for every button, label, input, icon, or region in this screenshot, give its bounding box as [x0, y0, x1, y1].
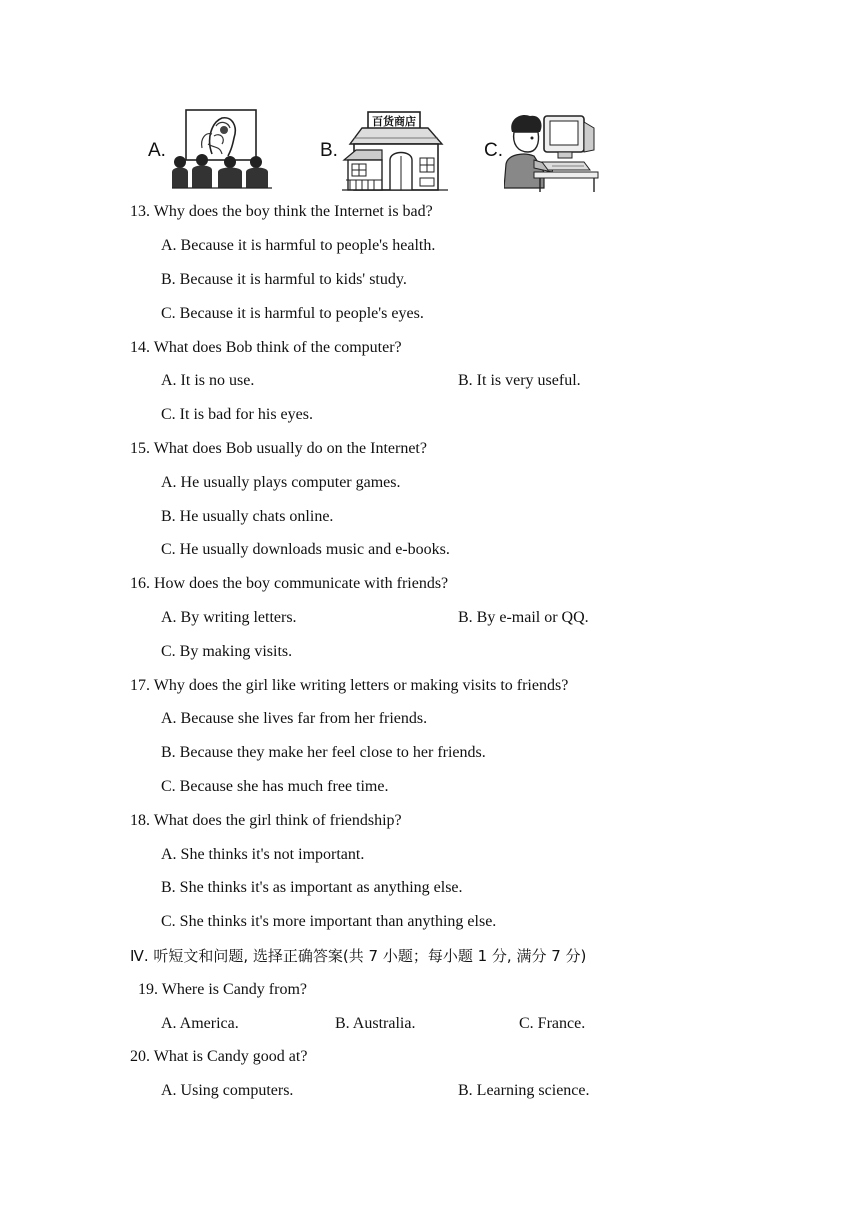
question-18-option-a: A. She thinks it's not important.	[161, 846, 365, 863]
store-sign-text: 百货商店	[372, 115, 416, 128]
picture-b	[320, 108, 450, 192]
question-13-option-a: A. Because it is harmful to people's health.	[161, 237, 436, 254]
question-14-option-c: C. It is bad for his eyes.	[161, 406, 313, 423]
question-15: 15. What does Bob usually do on the Internet?	[130, 440, 427, 457]
question-18-option-b: B. She thinks it's as important as anything else.	[161, 879, 463, 896]
boy-at-computer-icon	[504, 112, 600, 192]
question-20-option-b: B. Learning science.	[458, 1082, 590, 1099]
question-14: 14. What does Bob think of the computer?	[130, 339, 402, 356]
picture-a-label: A.	[148, 140, 166, 161]
question-17-option-c: C. Because she has much free time.	[161, 778, 389, 795]
question-15-option-c: C. He usually downloads music and e-books.	[161, 541, 450, 558]
cinema-audience-icon	[172, 108, 276, 190]
question-19-option-b: B. Australia.	[335, 1015, 416, 1032]
question-18-option-c: C. She thinks it's more important than anything else.	[161, 913, 497, 930]
question-13: 13. Why does the boy think the Internet is bad?	[130, 203, 433, 220]
question-20-option-a: A. Using computers.	[161, 1082, 294, 1099]
question-16: 16. How does the boy communicate with friends?	[130, 575, 449, 592]
picture-a	[148, 108, 278, 192]
question-19-option-a: A. America.	[161, 1015, 239, 1032]
picture-b-label: B.	[320, 140, 338, 161]
question-17-option-b: B. Because they make her feel close to her friends.	[161, 744, 486, 761]
question-14-option-a: A. It is no use.	[161, 372, 255, 389]
question-16-option-a: A. By writing letters.	[161, 609, 297, 626]
question-18: 18. What does the girl think of friendship?	[130, 812, 402, 829]
question-19: 19. Where is Candy from?	[138, 981, 307, 998]
question-14-option-b: B. It is very useful.	[458, 372, 581, 389]
question-15-option-b: B. He usually chats online.	[161, 508, 334, 525]
question-13-option-c: C. Because it is harmful to people's eyes.	[161, 305, 424, 322]
question-17-option-a: A. Because she lives far from her friends.	[161, 710, 428, 727]
section-4-heading: Ⅳ. 听短文和问题, 选择正确答案(共 7 小题；每小题 1 分, 满分 7 分)	[130, 947, 587, 965]
picture-c-label: C.	[484, 140, 503, 161]
question-16-option-c: C. By making visits.	[161, 643, 293, 660]
question-19-option-c: C. France.	[519, 1015, 586, 1032]
picture-c	[484, 108, 604, 192]
question-16-option-b: B. By e-mail or QQ.	[458, 609, 589, 626]
question-20: 20. What is Candy good at?	[130, 1048, 308, 1065]
question-17: 17. Why does the girl like writing letters or making visits to friends?	[130, 677, 569, 694]
question-15-option-a: A. He usually plays computer games.	[161, 474, 401, 491]
question-13-option-b: B. Because it is harmful to kids' study.	[161, 271, 407, 288]
